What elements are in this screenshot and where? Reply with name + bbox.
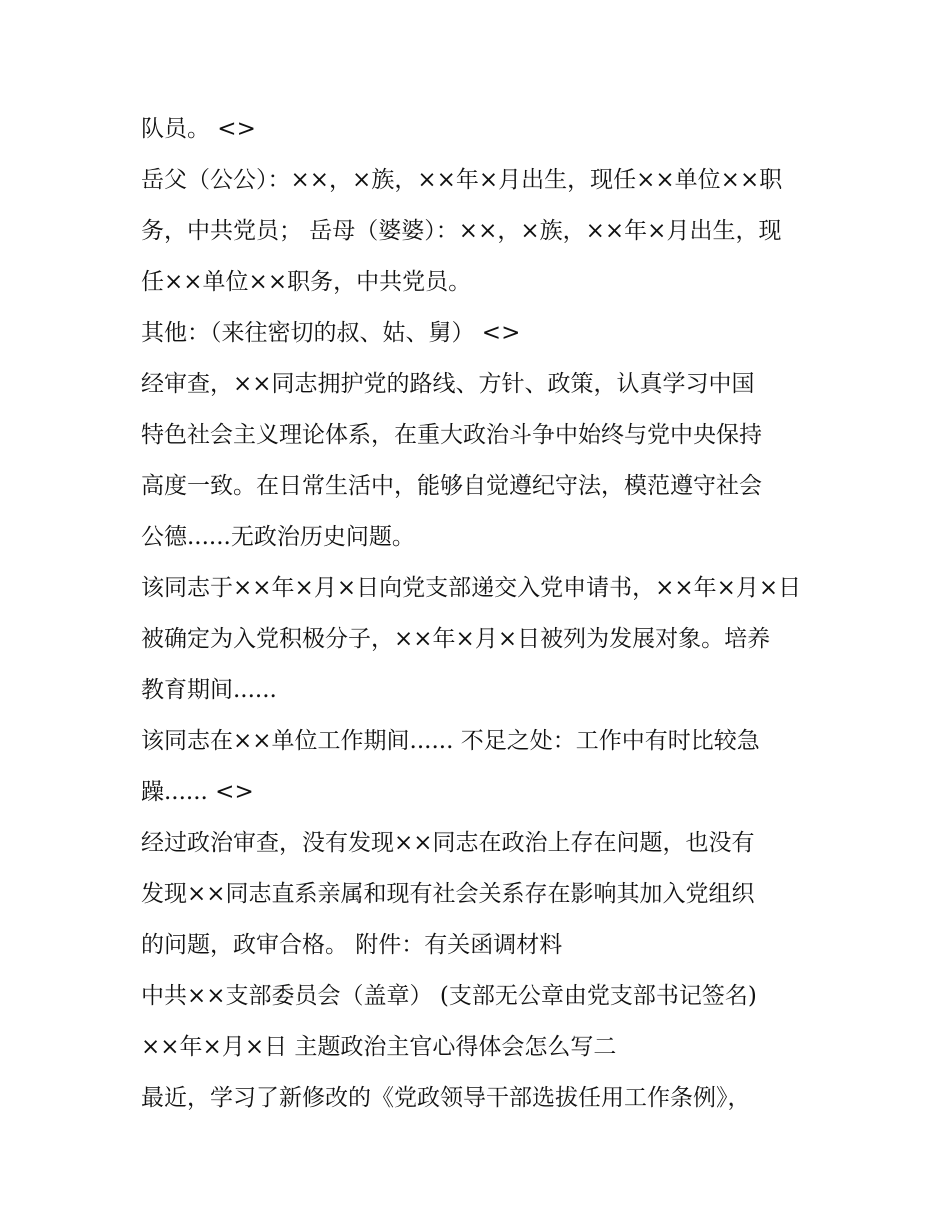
text-line: 的问题，政审合格。 附件：有关函调材料 <box>141 932 563 958</box>
text-line: 被确定为入党积极分子，××年×月×日被列为发展对象。培养 <box>141 626 771 652</box>
text-line: 躁...... <> <box>141 779 254 805</box>
text-line: 最近，学习了新修改的《党政领导干部选拔任用工作条例》， <box>141 1085 751 1111</box>
text-line: 中共××支部委员会（盖章） (支部无公章由党支部书记签名) <box>141 983 757 1009</box>
text-line: 其他：（来往密切的叔、姑、舅） <> <box>141 320 521 346</box>
text-line: 经审查，××同志拥护党的路线、方针、政策，认真学习中国 <box>141 371 755 397</box>
text-line: 发现××同志直系亲属和现有社会关系存在影响其加入党组织 <box>141 881 755 907</box>
text-line: 务，中共党员； 岳母（婆婆）：××，×族，××年×月出生，现 <box>141 218 782 244</box>
text-line: 该同志于××年×月×日向党支部递交入党申请书，××年×月×日 <box>141 575 802 601</box>
text-line: 该同志在××单位工作期间...... 不足之处：工作中有时比较急 <box>141 728 760 754</box>
text-line: 教育期间...... <box>141 677 277 703</box>
text-line: 岳父（公公）：××，×族，××年×月出生，现任××单位××职 <box>141 167 783 193</box>
text-line: ××年×月×日 主题政治主官心得体会怎么写二 <box>141 1034 617 1060</box>
text-line: 公德......无政治历史问题。 <box>141 524 415 550</box>
text-line: 特色社会主义理论体系，在重大政治斗争中始终与党中央保持 <box>141 422 762 448</box>
document-body <box>141 104 821 1124</box>
text-line: 经过政治审查，没有发现××同志在政治上存在问题，也没有 <box>141 830 755 856</box>
text-line: 任××单位××职务，中共党员。 <box>141 269 472 295</box>
text-line: 高度一致。在日常生活中，能够自觉遵纪守法，模范遵守社会 <box>141 473 762 499</box>
text-line: 队员。 <> <box>141 116 256 142</box>
